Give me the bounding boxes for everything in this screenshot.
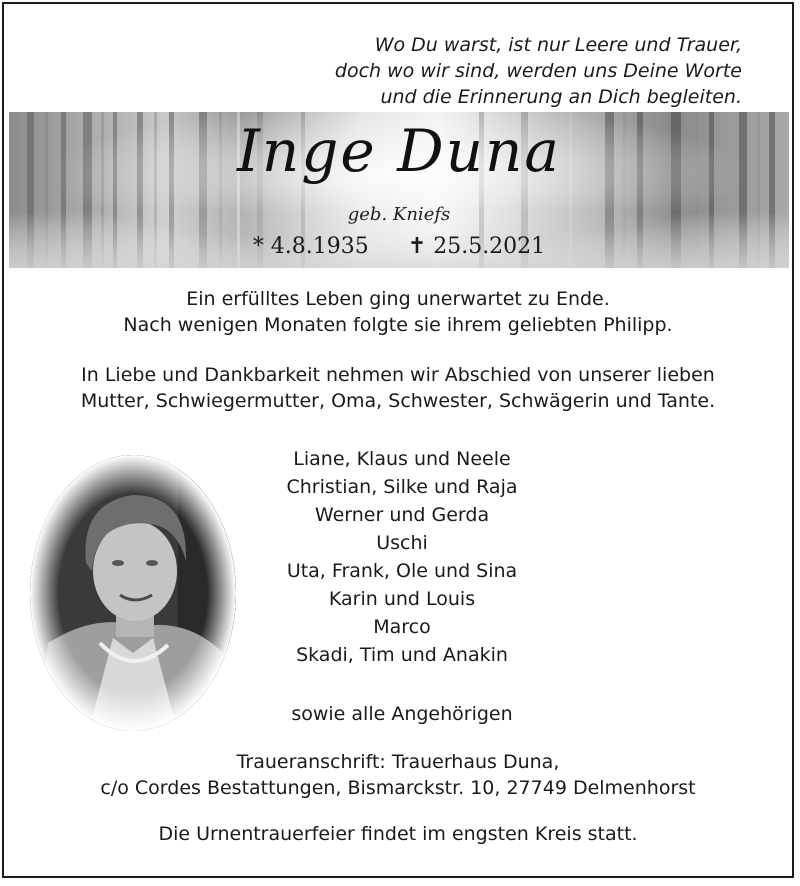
motto-line: doch wo wir sind, werden uns Deine Worte [334,60,742,82]
birth-date: * 4.8.1935 [252,234,369,259]
mourning-address [4,749,792,801]
portrait-photo [28,453,238,733]
farewell-line: In Liebe und Dankbarkeit nehmen wir Abschied von unserer lieben [81,364,715,386]
life-dates [9,234,789,259]
mourner-line: Uta, Frank, Ole und Sina [286,560,518,582]
birth-name: geb. Kniefs [347,204,451,225]
ceremony-note: Die Urnentrauerfeier findet im engsten Kreis statt. [158,823,638,845]
intro-line: Ein erfülltes Leben ging unerwartet zu Ende. [186,288,610,310]
motto-line: und die Erinnerung an Dich begleiten. [380,86,742,108]
mourner-line: Marco [373,616,431,638]
forest-banner [9,112,789,268]
mourner-line: Liane, Klaus und Neele [293,448,511,470]
portrait-image [28,453,238,733]
deceased-name: Inge Duna [237,117,561,185]
mourner-line: Uschi [376,532,428,554]
address-line: c/o Cordes Bestattungen, Bismarckstr. 10, 27749 Delmenhorst [100,777,696,799]
mourner-line: Werner und Gerda [314,504,490,526]
mourners-list [212,445,592,669]
farewell-line: Mutter, Schwiegermutter, Oma, Schwester, Schwägerin und Tante. [80,390,716,412]
motto-line: Wo Du warst, ist nur Leere und Trauer, [374,34,742,56]
intro-line: Nach wenigen Monaten folgte sie ihrem geliebten Philipp. [123,314,673,336]
relatives-line: sowie alle Angehörigen [291,703,513,725]
death-date: ✝ 25.5.2021 [407,234,546,259]
mourner-line: Christian, Silke und Raja [286,476,518,498]
intro-text [4,286,792,338]
mourner-line: Karin und Louis [328,588,476,610]
motto-poem [335,32,742,110]
farewell-text [4,362,792,414]
address-line: Traueranschrift: Trauerhaus Duna, [236,751,560,773]
obituary-card [2,2,794,878]
mourner-line: Skadi, Tim und Anakin [296,644,508,666]
